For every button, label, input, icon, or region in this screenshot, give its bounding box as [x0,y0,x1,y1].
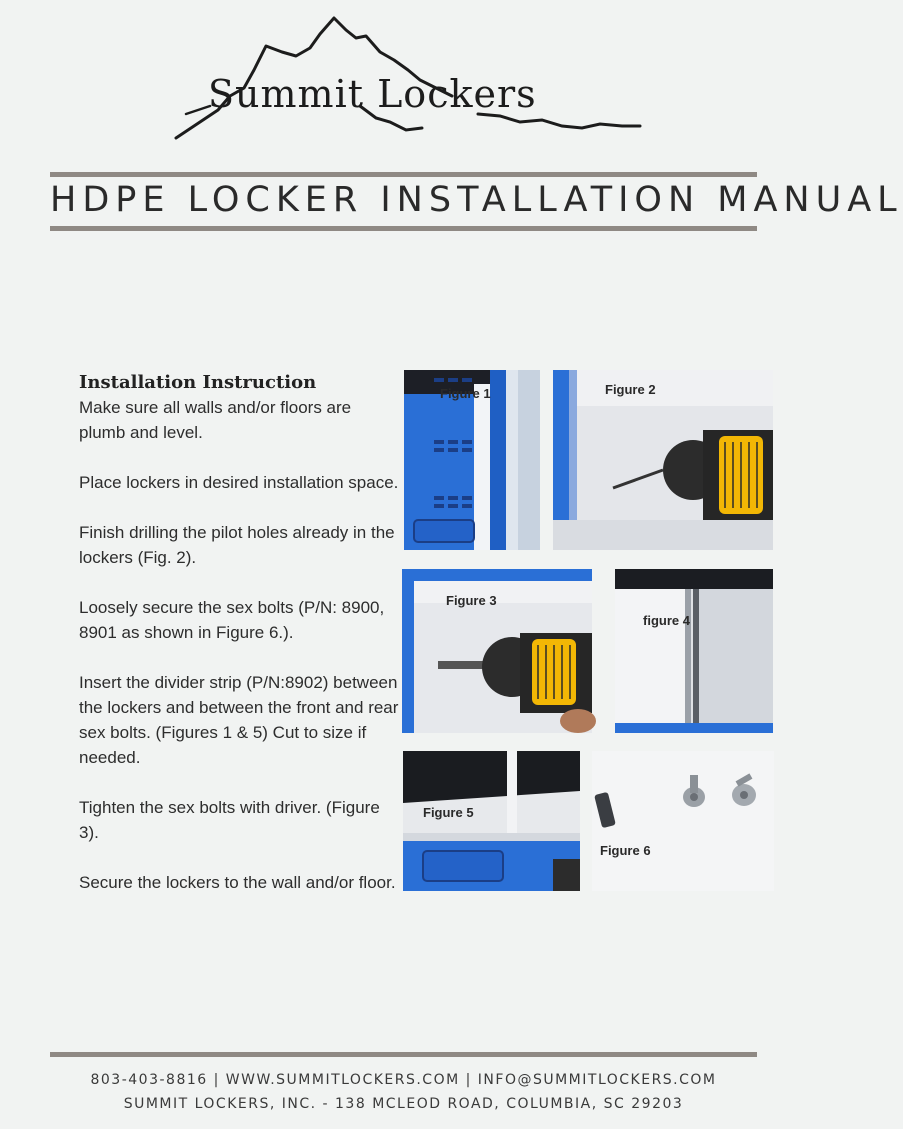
instruction-step: Tighten the sex bolts with driver. (Figure 3). [79,798,380,842]
instruction-step: Place lockers in desired installation space. [79,473,399,492]
brand-logo [170,10,650,150]
figure-4-photo [615,569,773,733]
title-top-rule [50,172,757,177]
instruction-step: Finish drilling the pilot holes already in the lockers (Fig. 2). [79,523,395,567]
figure-3-photo [402,569,592,733]
figure-2-label: Figure 2 [605,382,656,397]
figure-2-photo [553,370,773,550]
instruction-step: Make sure all walls and/or floors are plumb and level. [79,398,352,442]
figure-1-photo [404,370,540,550]
figure-5-photo [403,751,580,891]
instruction-step: Secure the lockers to the wall and/or floor. [79,873,396,892]
footer-contact: 803-403-8816 | WWW.SUMMITLOCKERS.COM | INFO@SUMMITLOCKERS.COM [90,1072,717,1088]
instruction-step: Insert the divider strip (P/N:8902) between the lockers and between the front and rear sex bolts. (Figures 1 & 5) Cut to size if needed. [79,673,399,767]
figure-1-label: Figure 1 [440,386,491,401]
instructions-heading: Installation Instruction [79,372,317,393]
figure-4-label: figure 4 [643,613,690,628]
footer-address: SUMMIT LOCKERS, INC. - 138 MCLEOD ROAD, COLUMBIA, SC 29203 [123,1096,684,1112]
logo-wordmark: Summit Lockers [208,72,537,116]
figure-6-label: Figure 6 [600,843,651,858]
figure-3-label: Figure 3 [446,593,497,608]
installation-instructions [79,370,399,920]
figure-5-label: Figure 5 [423,805,474,820]
instruction-step: Loosely secure the sex bolts (P/N: 8900, 8901 as shown in Figure 6.). [79,598,385,642]
figure-6-photo [592,751,774,891]
title-bottom-rule [50,226,757,231]
page-title: HDPE LOCKER INSTALLATION MANUAL [50,180,903,220]
footer-rule [50,1052,757,1057]
